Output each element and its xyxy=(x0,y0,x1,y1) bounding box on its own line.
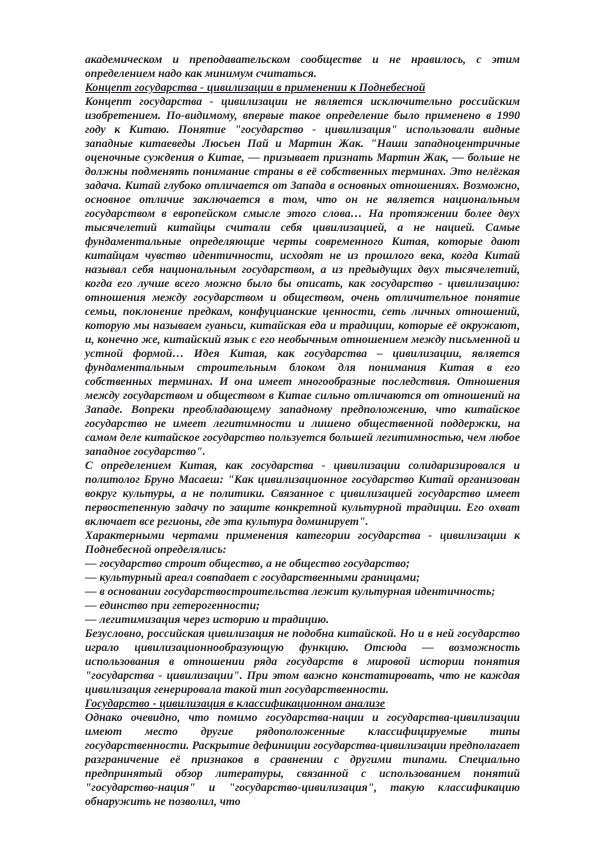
feature-bullet-1: — государство строит общество, а не общество государство; xyxy=(85,557,410,570)
paragraph-china-concept: Концепт государства - цивилизации не является исключительно российским изобретением. По-видимому, впервые такое определение было применено в 1990 году к Китаю. Понятие "государство - цивилизация" использовали видные западные китаеведы Люсьен Пай и Мартин Жак. "Наши западноцентричные оценочные суждения о Китае, — призывает признать Мартин Жак, — больше не должны подменять понимание страны в её собственных терминах. Это нелёгкая задача. Китай глубоко отличается от Запада в основных отношениях. Возможно, основное отличие заключается в том, что он не является национальным государством в европейском смысле этого слова… На протяжении более двух тысячелетий китайцы считали себя цивилизацией, а не нацией. Самые фундаментальные определяющие черты современного Китая, которые дают китайцам чувство идентичности, исходят не из прошлого века, когда Китай называл себя национальным государством, а из предыдущих двух тысячелетий, когда его лучше всего можно было бы описать, как государство - цивилизацию: отношения между государством и обществом, очень отличительное понятие семьи, поклонение предкам, конфуцианские ценности, сеть личных отношений, которую мы называем гуаньси, китайская еда и традиции, которые её окружают, и, конечно же, китайский язык с его необычным отношением между письменной и устной формой… Идея Китая, как государства – цивилизации, является фундаментальным строительным блоком для понимания Китая в его собственных терминах. И она имеет многообразные последствия. Отношения между государством и обществом в Китае сильно отличаются от отношений на Западе. Вопреки преобладающему западному предположению, что китайское государство не имеет легитимности и лишено общественной поддержки, на самом деле китайское государство пользуется большей легитимностью, чем любое западное государство". xyxy=(85,95,520,458)
document-body xyxy=(85,53,520,809)
intro-paragraph: академическом и преподавательском сообществе и не нравилось, с этим определением надо как минимум считаться. xyxy=(85,53,520,80)
feature-bullet-4: — единство при гетерогенности; xyxy=(85,599,260,612)
paragraph-macaes-quote: С определением Китая, как государства - цивилизации солидаризировался и политолог Бруно Масаеш: "Как цивилизационное государство Китай организован вокруг культуры, а не политики. Связанное с цивилизацией государство имеет первостепенную задачу по защите конкретной культурной традиции. Его охват включает все регионы, где эта культура доминирует". xyxy=(85,459,520,528)
feature-bullet-5: — легитимизация через историю и традицию. xyxy=(85,613,329,626)
paragraph-features-lead: Характерными чертами применения категории государства - цивилизации к Поднебесной определялись: xyxy=(85,529,520,556)
feature-bullet-3: — в основании государствостроительства лежит культурная идентичность; xyxy=(85,585,496,598)
paragraph-russia-civilization: Безусловно, российская цивилизация не подобна китайской. Но и в ней государство играло цивилизационнообразующую функцию. Отсюда — возможность использования в отношении ряда государств в мировой истории понятия "государства - цивилизации". При этом важно констатировать, что не каждая цивилизация генерировала такой тип государственности. xyxy=(85,627,520,696)
section-heading-china: Концепт государства - цивилизации в применении к Поднебесной xyxy=(85,81,426,94)
section-heading-classification: Государство - цивилизация в классификационном анализе xyxy=(85,697,386,710)
paragraph-classification: Однако очевидно, что помимо государства-нации и государства-цивилизации имеют место другие рядоположенные классифицируемые типы государственности. Раскрытие дефиниции государства-цивилизации предполагает разграничение её признаков в сравнении с другими типами. Специально предпринятый обзор литературы, связанной с использованием понятий "государство-нация" и "государство-цивилизация", такую классификацию обнаружить не позволил, что xyxy=(85,711,520,808)
feature-bullet-2: — культурный ареал совпадает с государственными границами; xyxy=(85,571,421,584)
